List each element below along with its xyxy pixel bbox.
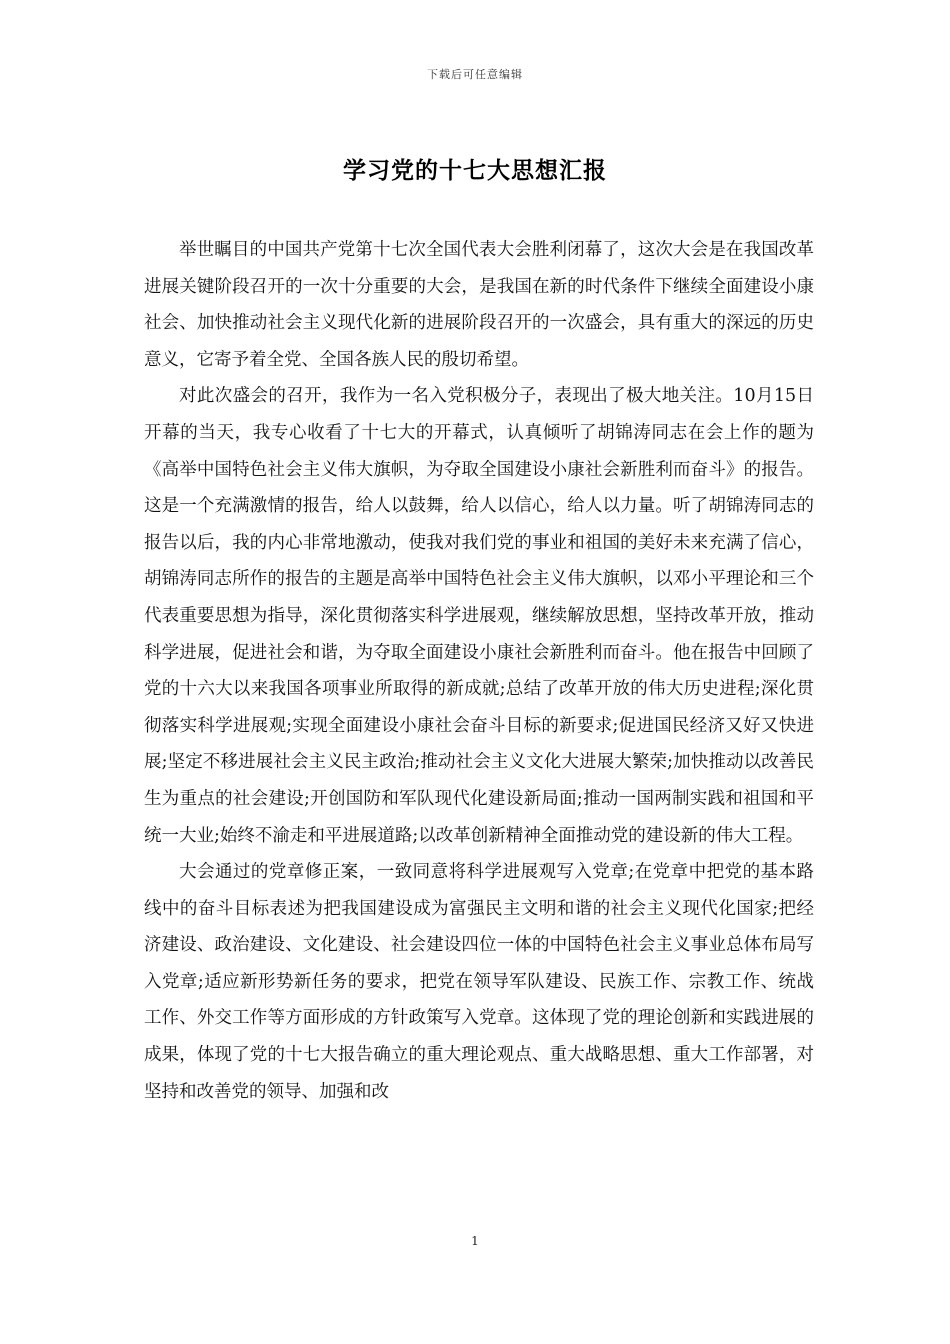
paragraph-3: 大会通过的党章修正案，一致同意将科学进展观写入党章;在党章中把党的基本路线中的奋斗目标表述为把我国建设成为富强民主文明和谐的社会主义现代化国家;把经济建设、政治建设、文化建设、社会建设四位一体的中国特色社会主义事业总体布局写入党章;适应新形势新任务的要求，把党在领导军队建设、民族工作、宗教工作、统战工作、外交工作等方面形成的方针政策写入党章。这体现了党的理论创新和实践进展的成果，体现了党的十七大报告确立的重大理论观点、重大战略思想、重大工作部署，对坚持和改善党的领导、加强和改: [144, 862, 814, 1102]
document-title: 学习党的十七大思想汇报: [343, 158, 607, 184]
paragraph-2: 对此次盛会的召开，我作为一名入党积极分子，表现出了极大地关注。10月15日开幕的当天，我专心收看了十七大的开幕式，认真倾听了胡锦涛同志在会上作的题为《高举中国特色社会主义伟大旗帜，为夺取全国建设小康社会新胜利而奋斗》的报告。这是一个充满激情的报告，给人以鼓舞，给人以信心，给人以力量。听了胡锦涛同志的报告以后，我的内心非常地激动，使我对我们党的事业和祖国的美好未来充满了信心，胡锦涛同志所作的报告的主题是高举中国特色社会主义伟大旗帜，以邓小平理论和三个代表重要思想为指导，深化贯彻落实科学进展观，继续解放思想，坚持改革开放，推动科学进展，促进社会和谐，为夺取全面建设小康社会新胜利而奋斗。他在报告中回顾了党的十六大以来我国各项事业所取得的新成就;总结了改革开放的伟大历史进程;深化贯彻落实科学进展观;实现全面建设小康社会奋斗目标的新要求;促进国民经济又好又快进展;坚定不移进展社会主义民主政治;推动社会主义文化大进展大繁荣;加快推动以改善民生为重点的社会建设;开创国防和军队现代化建设新局面;推动一国两制实践和祖国和平统一大业;始终不渝走和平进展道路;以改革创新精神全面推动党的建设新的伟大工程。: [144, 386, 814, 846]
paragraph-1: 举世瞩目的中国共产党第十七次全国代表大会胜利闭幕了，这次大会是在我国改革进展关键阶段召开的一次十分重要的大会，是我国在新的时代条件下继续全面建设小康社会、加快推动社会主义现代化新的进展阶段召开的一次盛会，具有重大的深远的历史意义，它寄予着全党、全国各族人民的殷切希望。: [144, 240, 814, 370]
document-body: [144, 232, 814, 1110]
page-number: 1: [471, 1234, 479, 1248]
page-header: 下载后可任意编辑: [427, 68, 523, 81]
